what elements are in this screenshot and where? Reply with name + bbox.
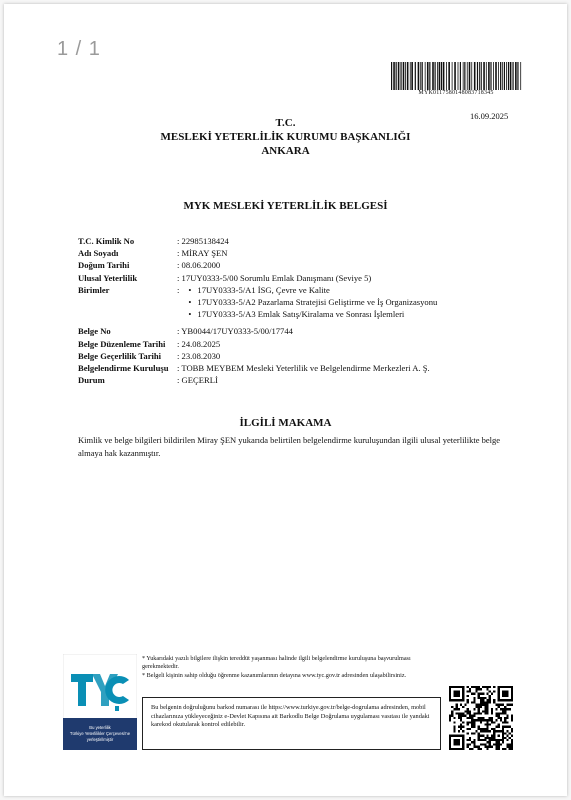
- field-value: : 08.06.2000: [177, 260, 221, 271]
- field-value: [177, 284, 437, 321]
- footnotes: [142, 655, 432, 680]
- logo-caption-2: Türkiye Yeterlilikler Çerçevesi'ne: [69, 731, 131, 736]
- header-tc: T.C.: [275, 117, 296, 129]
- document-title: MYK MESLEKİ YETERLİLİK BELGESİ: [183, 200, 388, 212]
- field-label: Belgelendirme Kuruluşu: [78, 363, 169, 374]
- field-cert-no: [78, 325, 437, 337]
- field-value: : MİRAY ŞEN: [177, 248, 228, 259]
- units-list: [179, 284, 437, 321]
- field-label: Doğum Tarihi: [78, 260, 130, 271]
- field-value: : 23.08.2030: [177, 350, 221, 361]
- field-value: : YB0044/17UY0333-5/00/17744: [177, 326, 293, 337]
- logo-caption-1: Bu yeterlilik: [89, 725, 111, 730]
- field-issue-date: [78, 338, 437, 350]
- field-value: : GEÇERLİ: [177, 375, 218, 386]
- field-value: : 17UY0333-5/00 Sorumlu Emlak Danışmanı (Seviye 5): [177, 272, 372, 283]
- field-label: Ulusal Yeterlilik: [78, 272, 138, 283]
- header-authority: MESLEKİ YETERLİLİK KURUMU BAŞKANLIĞI: [160, 131, 411, 143]
- field-label: Birimler: [78, 284, 110, 295]
- units-colon: :: [177, 284, 180, 295]
- header-city: ANKARA: [261, 145, 310, 157]
- field-qualification: [78, 272, 437, 284]
- field-label: Adı Soyadı: [78, 248, 119, 259]
- barcode-number: MYK0117580148083718345: [418, 90, 494, 96]
- field-cert-body: [78, 362, 437, 374]
- field-label: Durum: [78, 375, 105, 386]
- footnote-2: * Belgeli kişinin sahip olduğu öğrenme kazanımlarının detayına www.tyc.gov.tr adresinden ulaşabilirsiniz.: [142, 671, 407, 679]
- logo-caption-3: yerleştirilmiştir: [86, 737, 114, 742]
- verification-box: Bu belgenin doğruluğunu barkod numarası ile https://www.turkiye.gov.tr/belge-dogrulama adresinden, mobil cihazlarınıza yükleyeceğiniz e-Devlet Kapısına ait Barkodlu Belge Doğrulama uygulaması vasıtası ile yandaki karekod okutularak kontrol edilebilir.: [142, 697, 441, 750]
- field-valid-date: [78, 350, 437, 362]
- field-value: : TOBB MEYBEM Mesleki Yeterlilik ve Belgelendirme Merkezleri A. Ş.: [177, 363, 430, 374]
- unit-item: • 17UY0333-5/A2 Pazarlama Stratejisi Geliştirme ve İş Organizasyonu: [197, 296, 437, 308]
- field-units: [78, 284, 437, 321]
- certificate-fields: [78, 235, 437, 386]
- statement-paragraph: Kimlik ve belge bilgileri bildirilen Miray ŞEN yukarıda belirtilen belgelendirme kuruluşundan ilgili ulusal yeterlilikte belge almaya hak kazanmıştır.: [78, 435, 501, 458]
- field-value: : 22985138424: [177, 236, 229, 246]
- section-title: İLGİLİ MAKAMA: [239, 417, 332, 429]
- unit-item: • 17UY0333-5/A1 İSG, Çevre ve Kalite: [197, 284, 437, 296]
- page-indicator: 1 / 1: [57, 38, 101, 60]
- field-tc: [78, 235, 437, 247]
- field-name: [78, 247, 437, 259]
- field-label: T.C. Kimlik No: [78, 236, 135, 246]
- issue-date: 16.09.2025: [470, 111, 509, 121]
- footnote-1: * Yukarıdaki yazılı bilgilere ilişkin tereddüt yaşanması halinde ilgili belgelendirme kuruluşuna başvurulması gerekmektedir.: [142, 655, 411, 671]
- field-birth: [78, 259, 437, 271]
- field-label: Belge Düzenleme Tarihi: [78, 338, 166, 349]
- unit-item: • 17UY0333-5/A3 Emlak Satış/Kiralama ve Sonrası İşlemleri: [197, 308, 437, 320]
- tyc-logo: [63, 654, 137, 750]
- field-label: Belge Geçerlilik Tarihi: [78, 350, 162, 361]
- field-status: [78, 374, 437, 386]
- barcode: [390, 62, 522, 90]
- qr-code[interactable]: [449, 686, 513, 750]
- field-label: Belge No: [78, 326, 111, 337]
- field-value: : 24.08.2025: [177, 338, 221, 349]
